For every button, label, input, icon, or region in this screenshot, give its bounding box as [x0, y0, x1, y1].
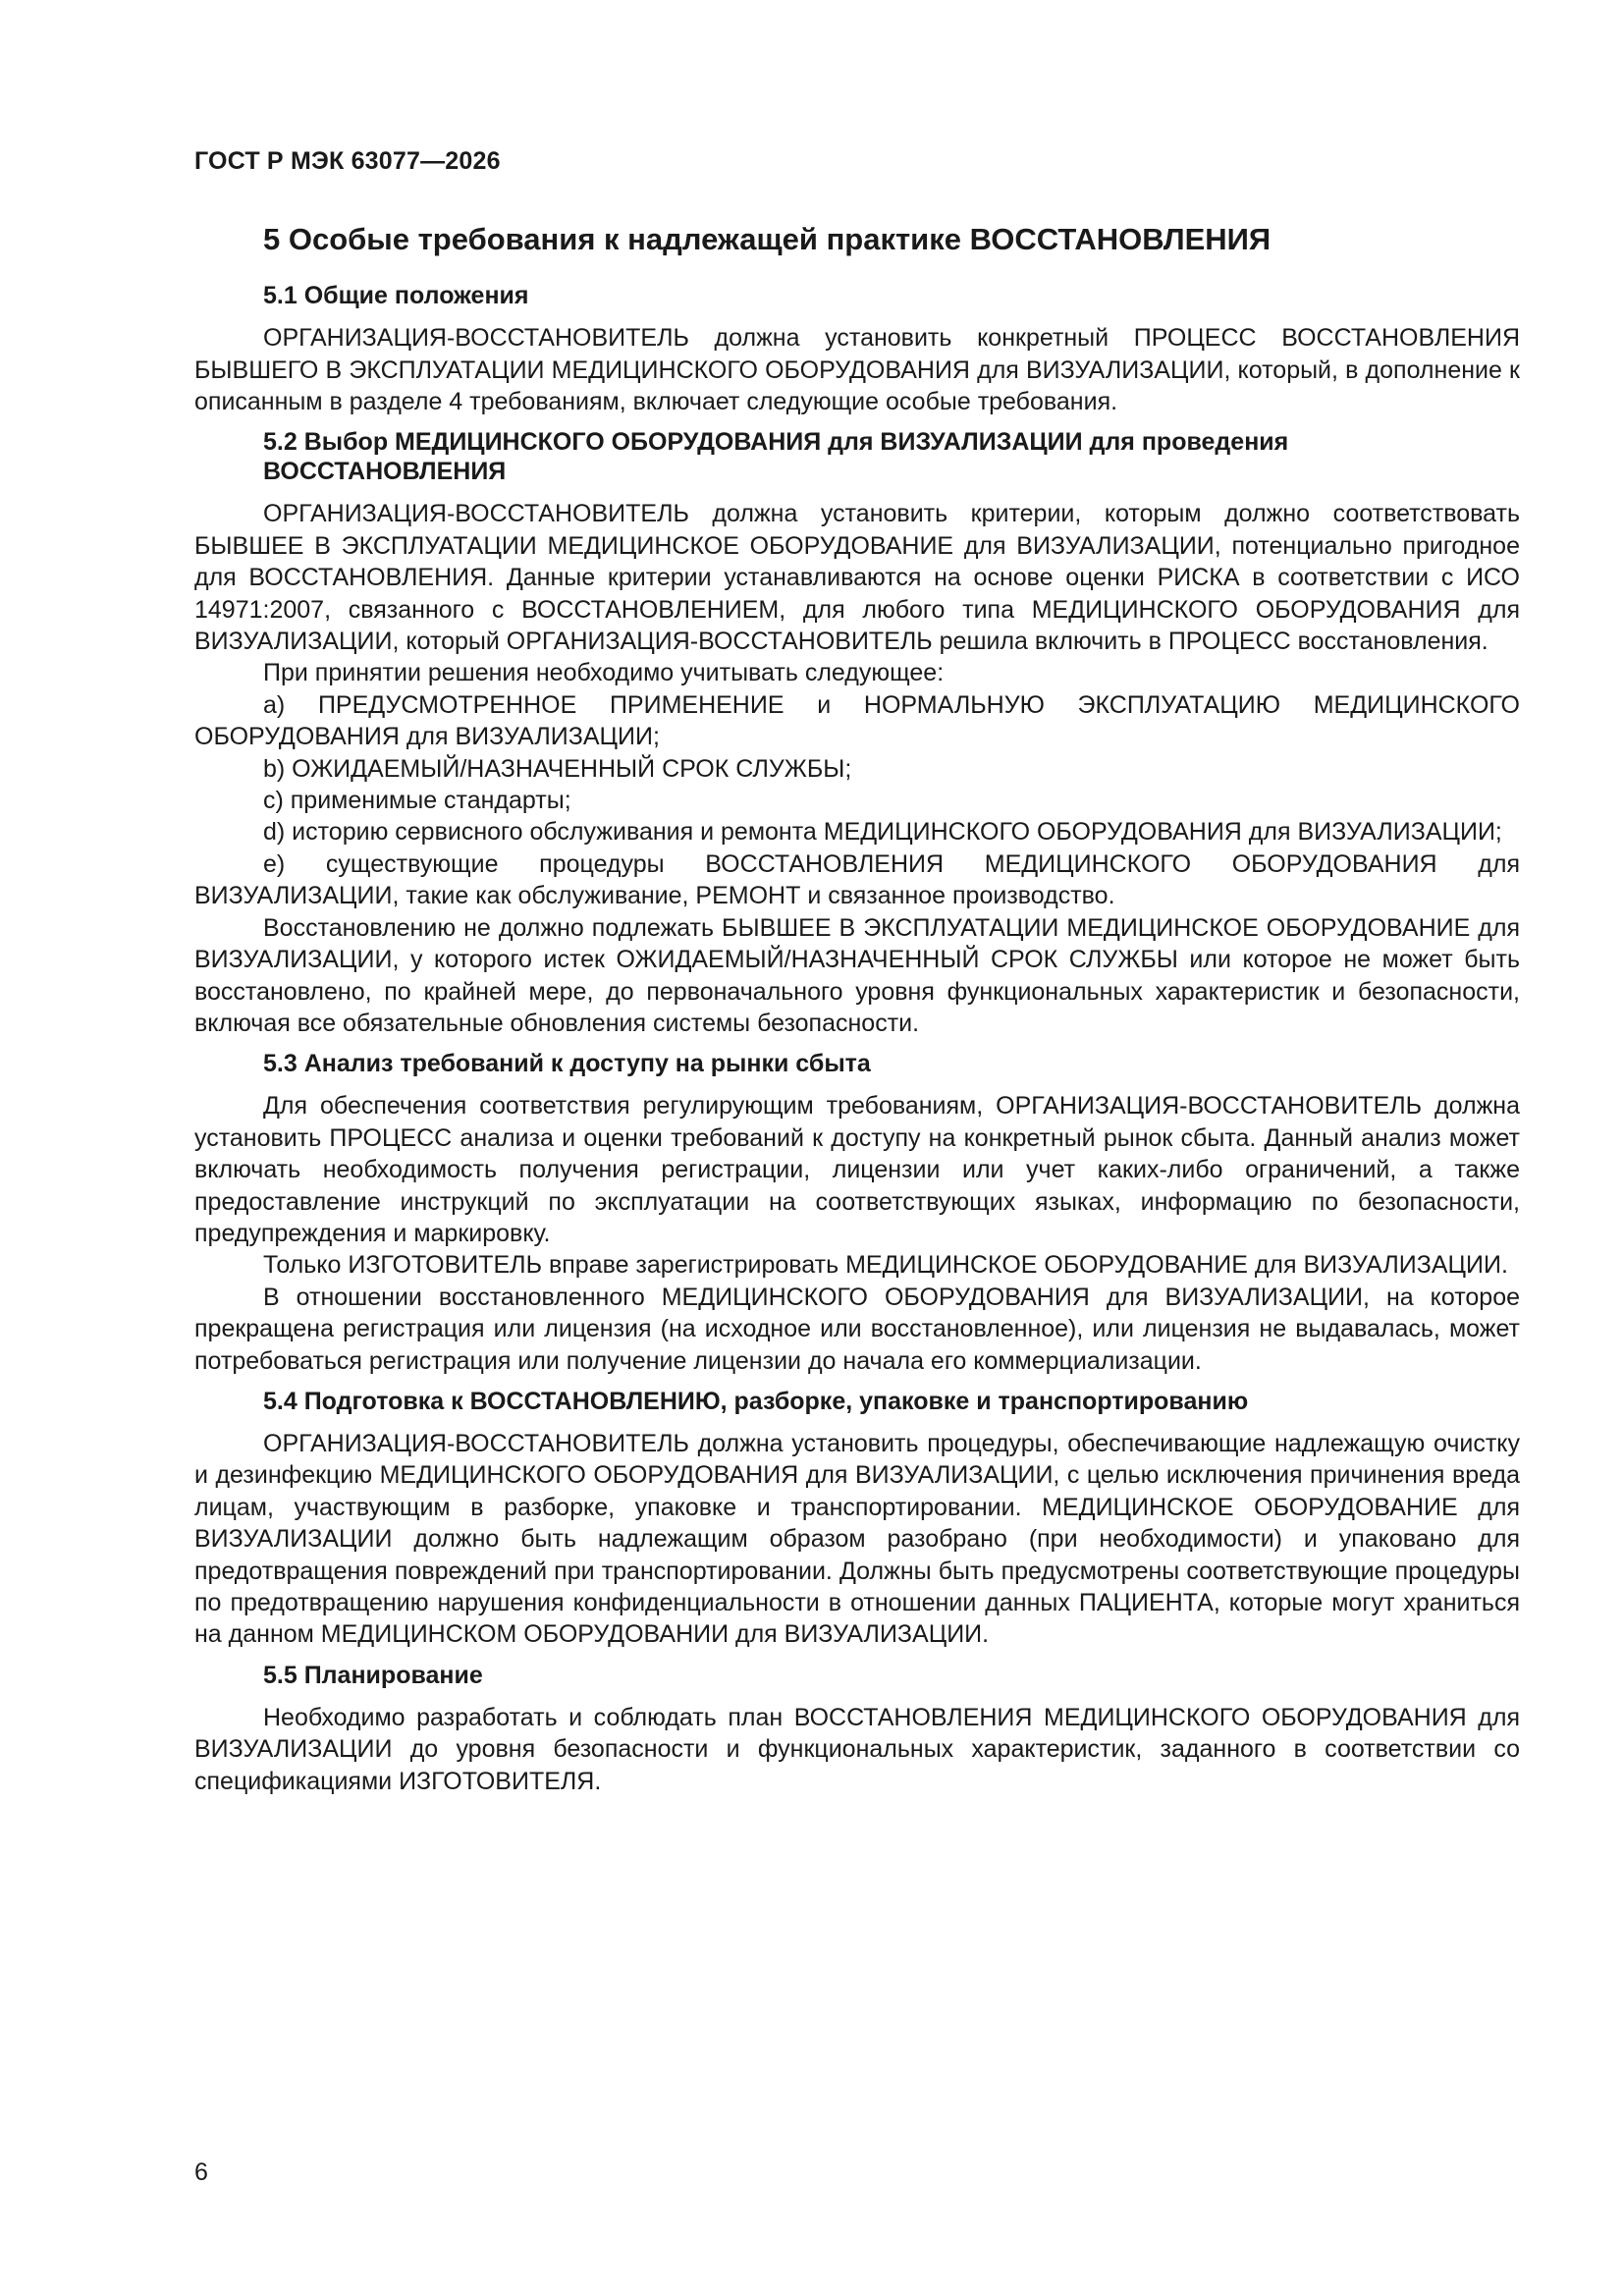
document-code-header: ГОСТ Р МЭК 63077—2026 [194, 147, 501, 175]
list-item: e) существующие процедуры ВОССТАНОВЛЕНИЯ МЕДИЦИНСКОГО ОБОРУДОВАНИЯ для ВИЗУАЛИЗАЦИИ, такие как обслуживание, РЕМОНТ и связанное производство. [194, 849, 1520, 910]
paragraph: Восстановлению не должно подлежать БЫВШЕЕ В ЭКСПЛУАТАЦИИ МЕДИЦИНСКОЕ ОБОРУДОВАНИЕ для ВИЗУАЛИЗАЦИИ, у которого истек ОЖИДАЕМЫЙ/НАЗНАЧЕННЫЙ СРОК СЛУЖБЫ или которое не может быть восстановлено, по крайней мере, до первоначального уровня функциональных характеристик и безопасности, включая все обязательные обновления системы безопасности. [194, 913, 1520, 1037]
subsection-title-5-1: 5.1 Общие положения [263, 282, 529, 310]
paragraph: Для обеспечения соответствия регулирующим требованиям, ОРГАНИЗАЦИЯ-ВОССТАНОВИТЕЛЬ должна установить ПРОЦЕСС анализа и оценки требований к доступу на конкретный рынок сбыта. Данный анализ может включать необходимость получения регистрации, лицензии или учет каких-либо ограничений, а также предоставление инструкций по эксплуатации на соответствующих языках, информацию по безопасности, предупреждения и маркировку. [194, 1092, 1520, 1247]
paragraph: ОРГАНИЗАЦИЯ-ВОССТАНОВИТЕЛЬ должна установить конкретный ПРОЦЕСС ВОССТАНОВЛЕНИЯ БЫВШЕГО В ЭКСПЛУАТАЦИИ МЕДИЦИНСКОГО ОБОРУДОВАНИЯ для ВИЗУАЛИЗАЦИИ, который, в дополнение к описанным в разделе 4 требованиям, включает следующие особые требования. [194, 324, 1520, 415]
paragraph: При принятии решения необходимо учитывать следующее: [263, 659, 945, 687]
list-item: d) историю сервисного обслуживания и ремонта МЕДИЦИНСКОГО ОБОРУДОВАНИЯ для ВИЗУАЛИЗАЦИИ; [263, 818, 1502, 847]
subsection-title-5-3: 5.3 Анализ требований к доступу на рынки сбыта [263, 1050, 871, 1078]
paragraph: ОРГАНИЗАЦИЯ-ВОССТАНОВИТЕЛЬ должна установить критерии, которым должно соответствовать БЫВШЕЕ В ЭКСПЛУАТАЦИИ МЕДИЦИНСКОЕ ОБОРУДОВАНИЕ для ВИЗУАЛИЗАЦИИ, потенциально пригодное для ВОССТАНОВЛЕНИЯ. Данные критерии устанавливаются на основе оценки РИСКА в соответствии с ИСО 14971:2007, связанного с ВОССТАНОВЛЕНИЕМ, для любого типа МЕДИЦИНСКОГО ОБОРУДОВАНИЯ для ВИЗУАЛИЗАЦИИ, который ОРГАНИЗАЦИЯ-ВОССТАНОВИТЕЛЬ решила включить в ПРОЦЕСС восстановления. [194, 500, 1520, 656]
list-item: a) ПРЕДУСМОТРЕННОЕ ПРИМЕНЕНИЕ и НОРМАЛЬНУЮ ЭКСПЛУАТАЦИЮ МЕДИЦИНСКОГО ОБОРУДОВАНИЯ для ВИЗУАЛИЗАЦИИ; [194, 690, 1520, 751]
list-item: c) применимые стандарты; [263, 787, 571, 815]
paragraph: Необходимо разработать и соблюдать план ВОССТАНОВЛЕНИЯ МЕДИЦИНСКОГО ОБОРУДОВАНИЯ для ВИЗУАЛИЗАЦИИ до уровня безопасности и функциональных характеристик, заданного в соответствии со спецификациями ИЗГОТОВИТЕЛЯ. [194, 1703, 1520, 1795]
page-number: 6 [194, 2159, 208, 2186]
subsection-title-5-4: 5.4 Подготовка к ВОССТАНОВЛЕНИЮ, разборке, упаковке и транспортированию [263, 1387, 1249, 1415]
paragraph: ОРГАНИЗАЦИЯ-ВОССТАНОВИТЕЛЬ должна установить процедуры, обеспечивающие надлежащую очистку и дезинфекцию МЕДИЦИНСКОГО ОБОРУДОВАНИЯ для ВИЗУАЛИЗАЦИИ, с целью исключения причинения вреда лицам, участвующим в разборке, упаковке и транспортировании. МЕДИЦИНСКОЕ ОБОРУДОВАНИЕ для ВИЗУАЛИЗАЦИИ должно быть надлежащим образом разобрано (при необходимости) и упаковано для предотвращения повреждений при транспортировании. Должны быть предусмотрены соответствующие процедуры по предотвращению нарушения конфиденциальности в отношении данных ПАЦИЕНТА, которые могут храниться на данном МЕДИЦИНСКОМ ОБОРУДОВАНИИ для ВИЗУАЛИЗАЦИИ. [194, 1429, 1520, 1649]
section-title: 5 Особые требования к надлежащей практике ВОССТАНОВЛЕНИЯ [263, 222, 1271, 256]
list-item: b) ОЖИДАЕМЫЙ/НАЗНАЧЕННЫЙ СРОК СЛУЖБЫ; [263, 754, 852, 783]
paragraph: Только ИЗГОТОВИТЕЛЬ вправе зарегистрировать МЕДИЦИНСКОЕ ОБОРУДОВАНИЕ для ВИЗУАЛИЗАЦИИ. [263, 1251, 1508, 1280]
subsection-title-5-5: 5.5 Планирование [263, 1661, 483, 1689]
paragraph: В отношении восстановленного МЕДИЦИНСКОГО ОБОРУДОВАНИЯ для ВИЗУАЛИЗАЦИИ, на которое прекращена регистрация или лицензия (на исходное или восстановленное), или лицензия не выдавалась, может потребоваться регистрация или получение лицензии до начала его коммерциализации. [194, 1283, 1520, 1375]
document-body [194, 221, 1520, 1797]
subsection-title-5-2: 5.2 Выбор МЕДИЦИНСКОГО ОБОРУДОВАНИЯ для ВИЗУАЛИЗАЦИИ для проведения ВОССТАНОВЛЕНИЯ [263, 428, 1289, 486]
